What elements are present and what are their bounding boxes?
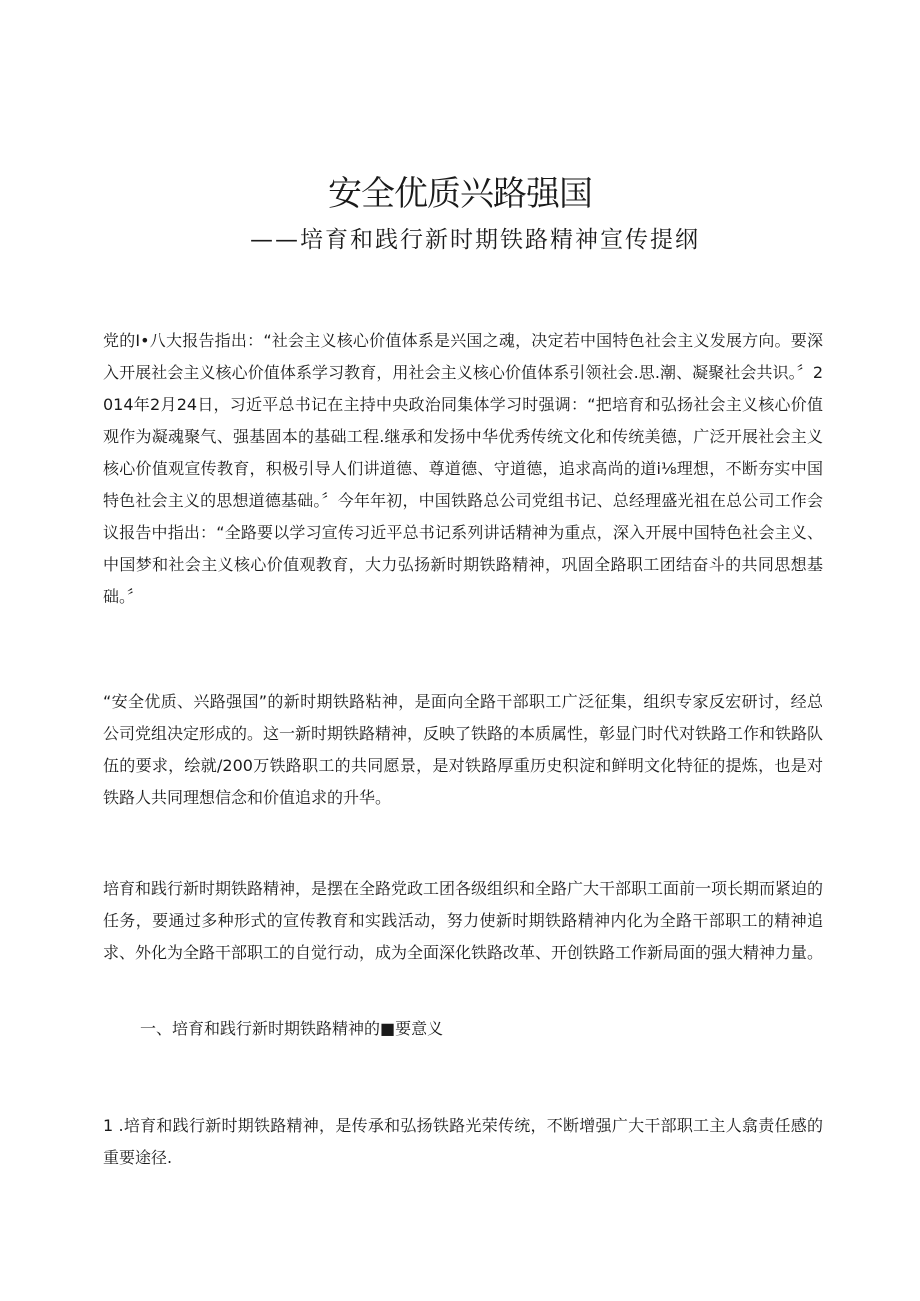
body-paragraph: 培育和践行新时期铁路精神，是摆在全路党政工团各级组织和全路广大干部职工面前一项长期而紧迫的任务，要通过多种形式的宣传教育和实践活动，努力使新时期铁路精神内化为全路干部职工的精神追求、外化为全路干部职工的自觉行动，成为全面深化铁路改革、开创铁路工作新局面的强大精神力量。 [103,879,824,962]
body-paragraph: 党的I•八大报告指出：“社会主义核心价值体系是兴国之魂，决定若中国特色社会主义发展方向。要深入开展社会主义核心价值体系学习教育，用社会主义核心价值体系引领社会.思.潮、凝聚社会共识。〞2014年2月24日，习近平总书记在主持中央政治同集体学习时强调：“把培育和弘扬社会主义核心价值观作为凝魂聚气、强基固本的基础工程.继承和发扬中华优秀传统文化和传统美德，广泛开展社会主义核心价值观宣传教育，积极引导人们讲道德、尊道德、守道德，追求高尚的道i⅛理想，不断夯实中国特色社会主义的思想道德基础。〞今年年初，中国铁路总公司党组书记、总经理盛光祖在总公司工作会议报告中指出：“全路要以学习宣传习近平总书记系列讲话精神为重点，深入开展中国特色社会主义、中国梦和社会主义核心价值观教育，大力弘扬新时期铁路精神，巩固全路职工团结奋斗的共同思想基础。〞 [103,331,823,606]
numbered-item: 1 .培育和践行新时期铁路精神，是传承和弘扬铁路光荣传统，不断增强广大干部职工主人翕责任感的重要途径. [103,1116,823,1167]
section-heading: 一、培育和践行新时期铁路精神的■要意义 [140,1019,444,1038]
body-paragraph: “安全优质、兴路强国”的新时期铁路粘神，是面向全路干部职工广泛征集，组织专家反宏研讨，经总公司党组决定形成的。这一新时期铁路精神，反映了铁路的本质属性，彰显门时代对铁路工作和铁路队伍的要求，绘就/200万铁路职工的共同愿景，是对铁路厚重历史积淀和鲜明文化特征的提炼，也是对铁路人共同理想信念和价值追求的升华。 [103,692,824,807]
document-subtitle: ——培育和践行新时期铁路精神宣传提纲 [250,227,700,253]
document-title: 安全优质兴路强国 [328,174,592,214]
